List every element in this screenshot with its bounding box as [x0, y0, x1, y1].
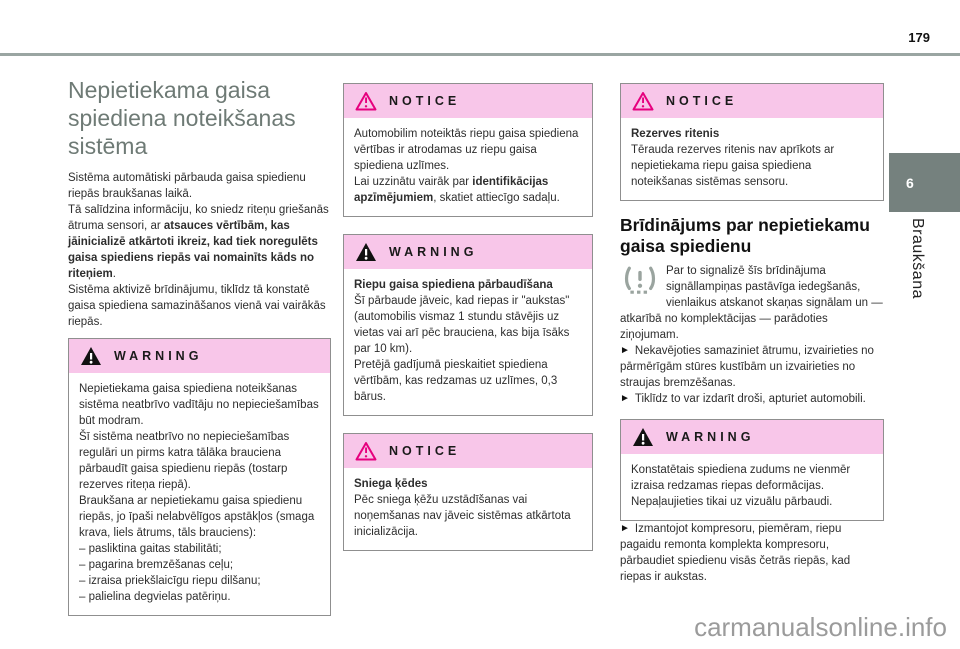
warning-label: WARNING [389, 245, 478, 259]
warning-box-body [621, 454, 883, 520]
notice-box-body [344, 468, 592, 550]
notice-triangle-icon [355, 441, 377, 461]
left-column [68, 76, 331, 616]
tpms-warning-paragraph: Par to signalizē šīs brīdinājuma signāllampiņas pastāvīga iedegšanās, vienlaikus atskanot skaņas signālam un — atkarībā no komplektācijas — parādoties ziņojumam. [620, 265, 883, 341]
notice-paragraph: Lai uzzinātu vairāk par identifikācijas apzīmējumiem, skatiet attiecīgo sadaļu. [354, 176, 560, 204]
header-rule [0, 53, 960, 56]
notice-triangle-icon [632, 91, 654, 111]
action-paragraph: ► Izmantojot kompresoru, piemēram, riepu pagaidu remonta komplekta kompresoru, pārbaudiet spiedienu visās četrās riepās, kad riepas ir aukstas. [620, 523, 851, 583]
warning-paragraph: Pretējā gadījumā pieskaitiet spiediena vērtībām, kas redzamas uz uzlīmes, 0,3 bārus. [354, 359, 558, 403]
notice-box-body [621, 118, 883, 200]
chapter-number: 6 [906, 174, 914, 191]
intro-paragraph-1: Sistēma automātiski pārbauda gaisa spiedienu riepās braukšanas laikā. [68, 172, 306, 200]
warning-box-body [344, 269, 592, 415]
warning-paragraph: Nepietiekama gaisa spiediena noteikšanas sistēma neatbrīvo vadītāju no nepieciešamības būt modram. [79, 383, 319, 427]
warning-box-pressure-check [343, 234, 593, 416]
warning-label: WARNING [114, 349, 203, 363]
warning-paragraph: Nepaļaujieties tikai uz vizuālu pārbaudi. [631, 496, 833, 508]
notice-label: NOTICE [389, 444, 461, 458]
warning-triangle-icon [355, 242, 377, 262]
warning-list-item: – pagarina bremzēšanas ceļu; [79, 559, 234, 571]
right-column [620, 83, 884, 585]
notice-box-snow-chains [343, 433, 593, 551]
action-paragraph: ► Tiklīdz to var izdarīt droši, apturiet automobili. [620, 393, 866, 405]
tpms-warning-lamp-icon [620, 265, 660, 297]
warning-box-pressure-loss [620, 419, 884, 521]
intro-paragraph-3: Sistēma aktivizē brīdinājumu, tiklīdz tā konstatē gaisa spiediena samazināšanos vienā vai vairākās riepās. [68, 284, 326, 328]
warning-box-title: Riepu gaisa spiediena pārbaudīšana [354, 279, 553, 291]
middle-column [343, 83, 593, 551]
watermark-text: carmanualsonline.info [694, 612, 947, 642]
warning-list-item: – palielina degvielas patēriņu. [79, 591, 231, 603]
warning-label: WARNING [666, 430, 755, 444]
chapter-tab [889, 153, 960, 212]
page-title: Nepietiekama gaisa spiediena noteikšanas sistēma [68, 77, 296, 159]
warning-box-header [344, 235, 592, 269]
notice-label: NOTICE [666, 94, 738, 108]
notice-label: NOTICE [389, 94, 461, 108]
arrow-bullet-icon: ► [620, 523, 630, 534]
intro-paragraph-2: Tā salīdzina informāciju, ko sniedz riteņu griešanās ātruma sensori, ar atsauces vērtībām, kas jāinicializē atkārtoti ikreiz, kad tiek noregulēts gaisa spiediens riepās vai nomainīts kāds no riteņiem. [68, 204, 329, 280]
notice-box-header [344, 84, 592, 118]
warning-list-item: – pasliktina gaitas stabilitāti; [79, 543, 222, 555]
notice-box-body [344, 118, 592, 216]
section-heading: Brīdinājums par nepietiekamu gaisa spiedienu [620, 215, 870, 256]
warning-paragraph: Konstatētais spiediena zudums ne vienmēr izraisa redzamas riepas deformācijas. [631, 464, 851, 492]
arrow-bullet-icon: ► [620, 345, 630, 356]
notice-box-title: Rezerves ritenis [631, 128, 720, 140]
bold-identification-markings: identifikācijas apzīmējumiem [354, 176, 549, 204]
warning-paragraph: Šī sistēma neatbrīvo no nepieciešamības regulāri un pirms katra tālāka brauciena pārbaudīt gaisa spiedienu riepās (tostarp rezerves riteņa riepā). [79, 431, 290, 491]
notice-box-title: Sniega ķēdes [354, 478, 428, 490]
warning-triangle-icon [80, 346, 102, 366]
notice-triangle-icon [355, 91, 377, 111]
notice-box-header [344, 434, 592, 468]
notice-paragraph: Pēc sniega ķēžu uzstādīšanas vai noņemšanas nav jāveic sistēmas atkārtota inicializācija. [354, 494, 571, 538]
warning-paragraph: Šī pārbaude jāveic, kad riepas ir "aukstas" (automobilis vismaz 1 stundu stāvējis uz vietas vai arī pēc brauciena, kas bija īsāks par 10 km). [354, 295, 570, 355]
bold-reference-values: atsauces vērtībām, kas jāinicializē atkārtoti ikreiz, kad tiek noregulēts gaisa spiediens riepās vai nomainīts kāds no riteņiem [68, 220, 318, 280]
warning-triangle-icon [632, 427, 654, 447]
notice-paragraph: Automobilim noteiktās riepu gaisa spiediena vērtības ir atrodamas uz riepu gaisa spiediena uzlīmes. [354, 128, 579, 172]
warning-paragraph: Braukšana ar nepietiekamu gaisa spiedienu riepās, jo īpaši nelabvēlīgos apstākļos (smaga krava, liels ātrums, tāls brauciens): [79, 495, 315, 539]
chapter-label-vertical: Braukšana [909, 218, 926, 299]
notice-box-header [621, 84, 883, 118]
notice-box-spare-wheel [620, 83, 884, 201]
arrow-bullet-icon: ► [620, 393, 630, 404]
warning-box-header [69, 339, 330, 373]
warning-list-item: – izraisa priekšlaicīgu riepu dilšanu; [79, 575, 261, 587]
warning-box-body [69, 373, 330, 615]
notice-box-sticker [343, 83, 593, 217]
page-number: 179 [908, 30, 930, 45]
action-paragraph: ► Nekavējoties samaziniet ātrumu, izvairieties no pārmērīgām stūres kustībām un izvairieties no straujas bremzēšanas. [620, 345, 874, 389]
notice-paragraph: Tērauda rezerves ritenis nav aprīkots ar nepietiekama riepu gaisa spiediena noteikšanas sistēmas sensoru. [631, 144, 835, 188]
warning-box-header [621, 420, 883, 454]
warning-box-left [68, 338, 331, 616]
